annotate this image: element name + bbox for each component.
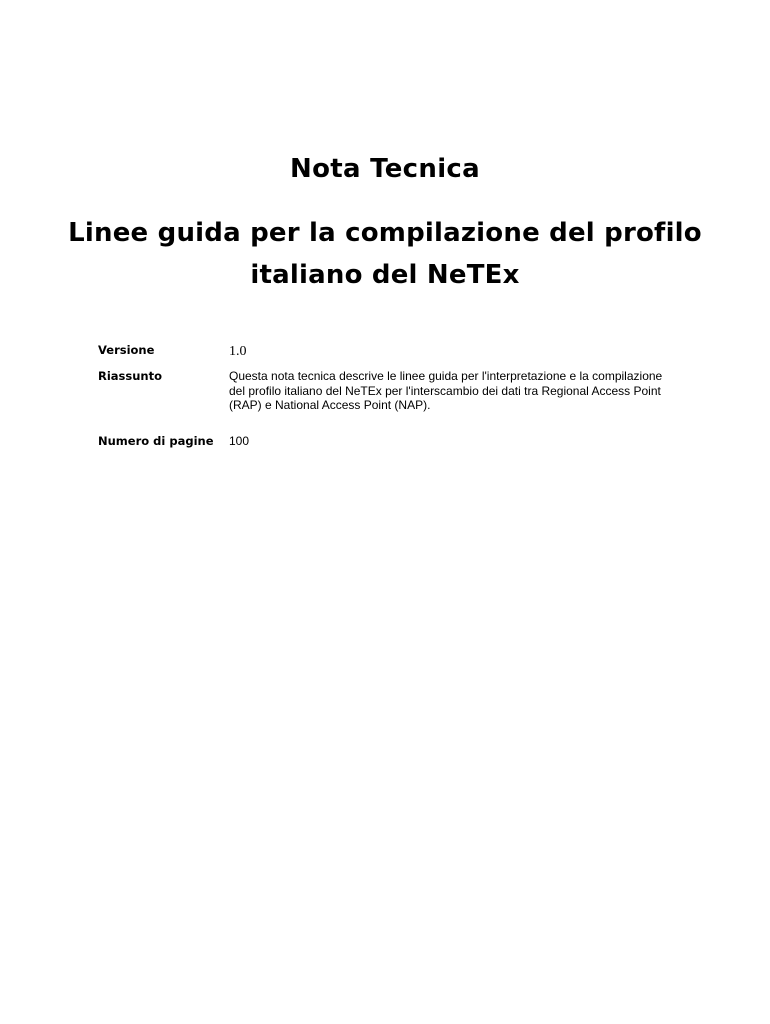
document-metadata	[98, 342, 678, 448]
version-label: Versione	[98, 343, 155, 357]
document-title: Linee guida per la compilazione del profilo italiano del NeTEx	[68, 218, 702, 290]
page-count-value: 100	[229, 433, 250, 448]
page-count-label: Numero di pagine	[98, 433, 214, 448]
document-type-heading: Nota Tecnica	[290, 154, 480, 184]
version-row	[98, 342, 678, 366]
summary-row	[98, 369, 678, 413]
summary-label: Riassunto	[98, 369, 163, 383]
version-value: 1.0	[229, 344, 247, 359]
page-count-row	[98, 434, 678, 448]
summary-text: Questa nota tecnica descrive le linee guida per l'interpretazione e la compilazione del profilo italiano del NeTEx per l'interscambio dei dati tra Regional Access Point (RAP) e National Access Point (NAP).	[229, 369, 663, 412]
